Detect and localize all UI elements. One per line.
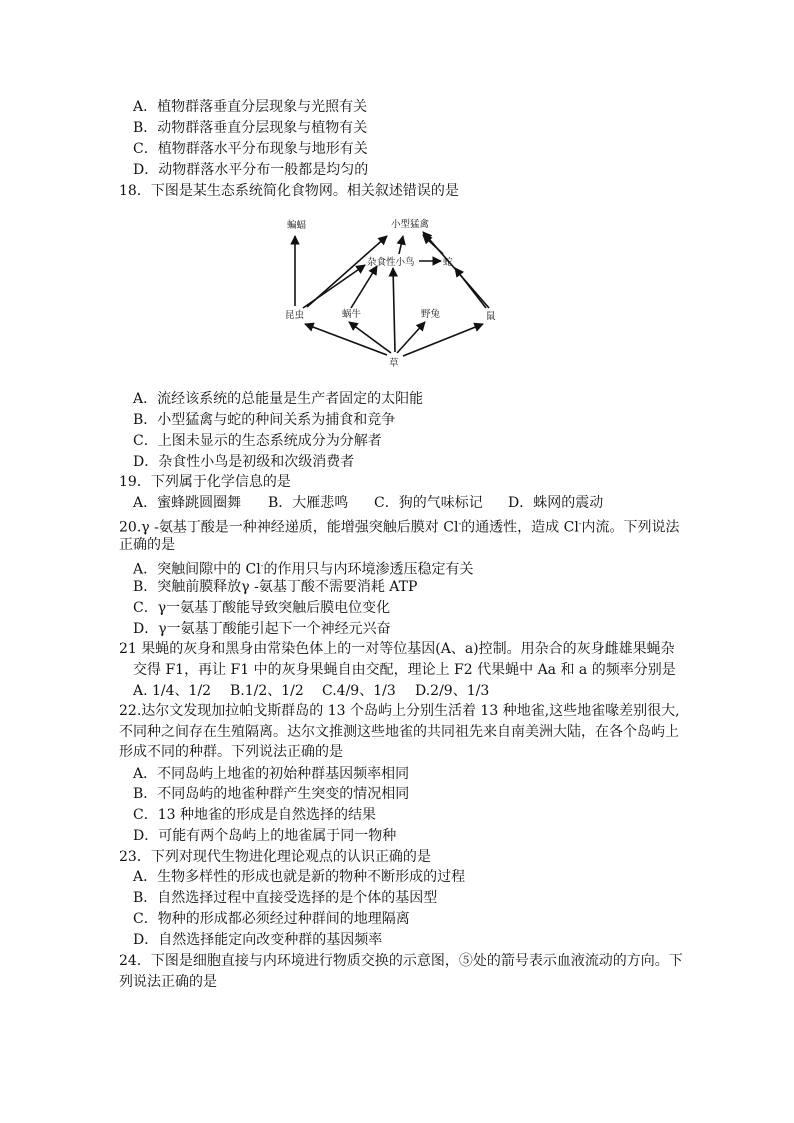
q22-option-d: D．可能有两个岛屿上的地雀属于同一物种	[133, 828, 397, 844]
arrow-xiaoniao-mengqin	[399, 236, 403, 254]
q21-option-c: C.4/9、1/3	[322, 683, 396, 699]
q22-option-a: A．不同岛屿上地雀的初始种群基因频率相同	[133, 766, 410, 782]
q18-option-a: A．流经该系统的总能量是生产者固定的太阳能	[133, 391, 424, 407]
q23-stem: 23．下列对现代生物进化理论观点的认识正确的是	[119, 849, 431, 865]
q20-option-b: B．突触前膜释放γ -氨基丁酸不需要消耗 ATP	[133, 579, 418, 595]
q19-option-a: A．蜜蜂跳圆圈舞	[133, 495, 242, 511]
node-woniu: 蜗牛	[342, 309, 362, 320]
node-kunchong: 昆虫	[285, 310, 305, 321]
q19-option-d: D．蛛网的震动	[508, 495, 604, 511]
q20-stem-line-2: 正确的是	[119, 537, 175, 553]
q19-stem: 19．下列属于化学信息的是	[119, 474, 291, 490]
arrow-cao-kunchong	[305, 324, 387, 355]
q20-stem-part-1: 20.γ -氨基丁酸是一种神经递质，能增强突触后膜对 Cl	[119, 519, 459, 536]
q23-option-b: B．自然选择过程中直接受选择的是个体的基因型	[133, 890, 438, 906]
q21-stem-line-2: 交得 F1，再让 F1 中的灰身果蝇自由交配，理论上 F2 代果蝇中 Aa 和 a 的频率分别是	[133, 662, 676, 678]
node-cao: 草	[389, 358, 399, 369]
q18-stem: 18．下图是某生态系统简化食物网。相关叙述错误的是	[119, 183, 459, 199]
q24-stem-line-1: 24．下图是细胞直接与内环境进行物质交换的示意图，⑤处的箭号表示血液流动的方向。下	[119, 953, 683, 969]
q23-option-a: A．生物多样性的形成也就是新的物种不断形成的过程	[133, 869, 466, 885]
q18-option-d: D．杂食性小鸟是初级和次级消费者	[133, 454, 355, 470]
q20-option-d: D．γ一氨基丁酸能引起下一个神经元兴奋	[133, 621, 391, 637]
q24-stem-line-2: 列说法正确的是	[119, 974, 217, 990]
q20-stem-part-3: 内流。下列说法	[581, 519, 680, 536]
q22-option-c: C．13 种地雀的形成是自然选择的结果	[133, 807, 376, 823]
q22-stem-line-1: 22.达尔文发现加拉帕戈斯群岛的 13 个岛屿上分别生活着 13 种地雀,这些地雀喙差别很大,	[119, 703, 680, 719]
q17-option-d: D．动物群落水平分布一般都是均匀的	[133, 162, 369, 178]
q22-stem-line-3: 形成不同的种群。下列说法正确的是	[119, 744, 343, 760]
chloride-superscript: -	[578, 519, 582, 528]
q21-option-d: D.2/9、1/3	[415, 683, 490, 699]
node-bianfu: 蝙蝠	[287, 220, 307, 231]
q21-option-b: B.1/2、1/2	[230, 683, 304, 699]
q20-option-c: C．γ一氨基丁酸能导致突触后膜电位变化	[133, 600, 391, 616]
q17-option-c: C．植物群落水平分布现象与地形有关	[133, 141, 368, 157]
q19-option-b: B．大雁悲鸣	[268, 495, 349, 511]
food-web-diagram	[283, 198, 523, 380]
q23-option-c: C．物种的形成都必须经过种群间的地理隔离	[133, 911, 410, 927]
q23-option-d: D．自然选择能定向改变种群的基因频率	[133, 932, 383, 948]
node-yetu: 野兔	[421, 309, 441, 320]
node-she: 蛇	[443, 257, 453, 268]
node-zashixingxiaoniao: 杂食性小鸟	[367, 257, 415, 268]
arrow-kunchong-mengqin	[307, 236, 387, 307]
chloride-superscript: -	[260, 561, 264, 570]
q18-option-b: B．小型猛禽与蛇的种间关系为捕食和竞争	[133, 412, 396, 428]
q21-stem-line-1: 21 果蝇的灰身和黑身由常染色体上的一对等位基因(A、a)控制。用杂合的灰身雌雄果蝇杂	[119, 641, 675, 657]
q21-option-a: A. 1/4、1/2	[133, 683, 212, 699]
q22-option-b: B．不同岛屿的地雀种群产生突变的情况相同	[133, 786, 410, 802]
arrow-cao-shu	[403, 324, 483, 356]
q22-stem-line-2: 不同种之间存在生殖隔离。达尔文推测这些地雀的共同祖先来自南美洲大陆，在各个岛屿上	[119, 724, 679, 740]
q20-option-a-part-2: 的作用只与内环境渗透压稳定有关	[263, 561, 474, 578]
q19-option-c: C．狗的气味标记	[374, 495, 483, 511]
q20-stem-part-2: 的通透性，造成 Cl	[461, 519, 579, 536]
q17-option-b: B．动物群落垂直分层现象与植物有关	[133, 120, 368, 136]
q18-option-c: C．上图未显示的生态系统成分为分解者	[133, 433, 382, 449]
node-xiaoxingmengqin: 小型猛禽	[391, 219, 430, 230]
arrow-cao-xiaoniao	[393, 268, 395, 352]
q20-option-a-part-1: A．突触间隙中的 Cl	[133, 561, 261, 578]
q20-stem-line-1	[119, 514, 680, 538]
node-shu: 鼠	[486, 311, 496, 322]
chloride-superscript: -	[458, 519, 462, 528]
q17-option-a: A．植物群落垂直分层现象与光照有关	[133, 99, 368, 115]
arrow-shu-mengqin	[423, 232, 489, 308]
